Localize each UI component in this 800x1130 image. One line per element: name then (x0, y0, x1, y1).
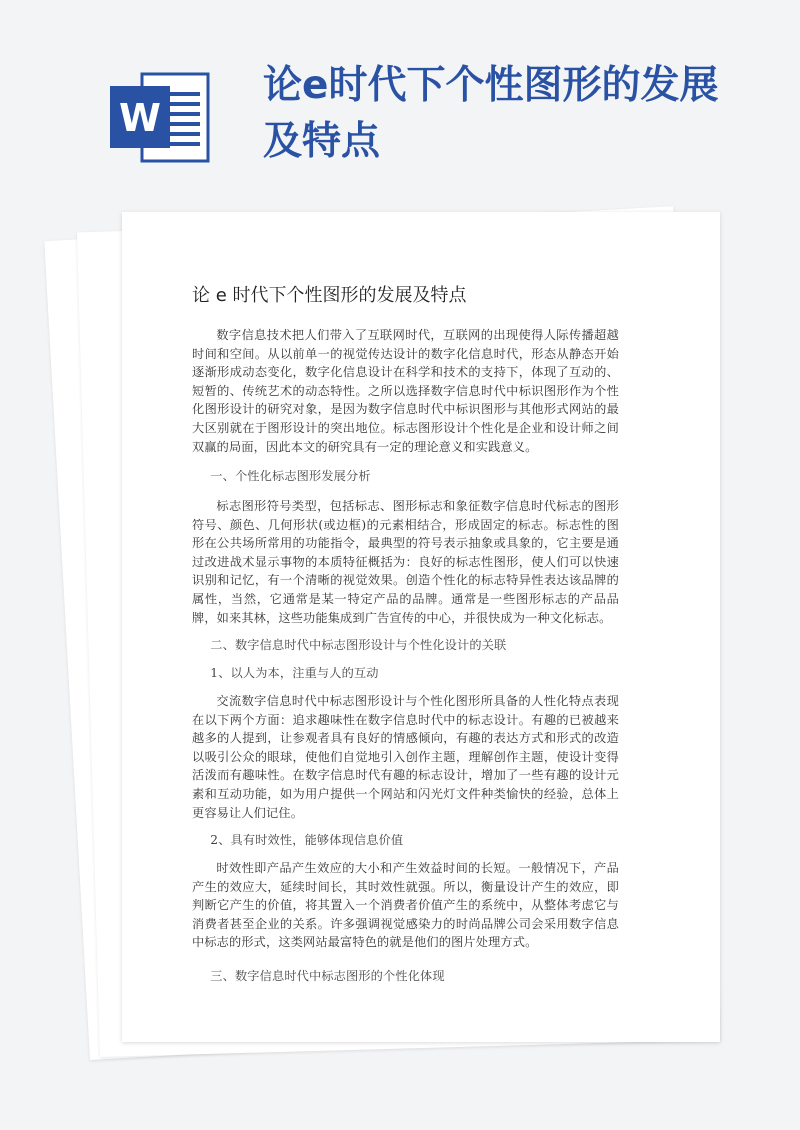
word-icon-letter: W (119, 96, 161, 140)
subsection-heading-2-1: 1、以人为本，注重与人的互动 (210, 666, 379, 680)
paragraph-section-1: 标志图形符号类型，包括标志、图形标志和象征数字信息时代标志的图形符号、颜色、几何形状(或边框)的元素相结合，形成固定的标志。标志性的图形在公共场所常用的功能指令，最典型的符号表示抽象或具象的，它主要是通过改进战术显示事物的本质特征概括为：良好的标志性图形，使人们可以快速识别和记忆，有一个清晰的视觉效果。创造个性化的标志特异性表达该品牌的属性，当然，它通常是某一特定产品的品牌。通常是一些图形标志的产品品牌，如来其林，这些功能集成到广告宣传的中心，并很快成为一种文化标志。 (192, 499, 619, 625)
paragraph-section-2-2: 时效性即产品产生效应的大小和产生效益时间的长短。一般情况下，产品产生的效应大，延续时间长，其时效性就强。所以，衡量设计产生的效应，即判断它产生的价值，将其置入一个消费者价值产生的系统中，从整体考虑它与消费者甚至企业的关系。许多强调视觉感染力的时尚品牌公司会采用数字信息中标志的形式，这类网站最富特色的就是他们的图片处理方式。 (192, 861, 619, 950)
paragraph-intro: 数字信息技术把人们带入了互联网时代，互联网的出现使得人际传播超越时间和空间。从以前单一的视觉传达设计的数字化信息时代，形态从静态开始逐渐形成动态变化，数字化信息设计在科学和技术的支持下，体现了互动的、短暂的、传统艺术的动态特性。之所以选择数字信息时代中标识图形作为个性化图形设计的研究对象，是因为数字信息时代中标识图形与其他形式网站的最大区别就在于图形设计的突出地位。标志图形设计个性化是企业和设计师之间双赢的局面，因此本文的研究具有一定的理论意义和实践意义。 (192, 328, 619, 454)
word-doc-icon (108, 70, 213, 165)
section-heading-1: 一、个性化标志图形发展分析 (210, 469, 371, 483)
subsection-heading-2-2: 2、具有时效性，能够体现信息价值 (210, 833, 404, 847)
document-title: 论 e 时代下个性图形的发展及特点 (192, 285, 467, 306)
paragraph-section-2-1: 交流数字信息时代中标志图形设计与个性化图形所具备的人性化特点表现在以下两个方面：追求趣味性在数字信息时代中的标志设计。有趣的已被越来越多的人提到，让参观者具有良好的情感倾向，有趣的表达方式和形式的改造以吸引公众的眼球，使他们自觉地引入创作主题，理解创作主题，使设计变得活泼而有趣味性。在数字信息时代有趣的标志设计，增加了一些有趣的设计元素和互动功能，如为用户提供一个网站和闪光灯文件种类愉快的经验，总体上更容易让人们记住。 (192, 694, 619, 820)
section-heading-2: 二、数字信息时代中标志图形设计与个性化设计的关联 (210, 638, 507, 652)
cover-title: 论e时代下个性图形的发展及特点 (263, 63, 719, 164)
section-heading-3: 三、数字信息时代中标志图形的个性化体现 (210, 969, 445, 983)
